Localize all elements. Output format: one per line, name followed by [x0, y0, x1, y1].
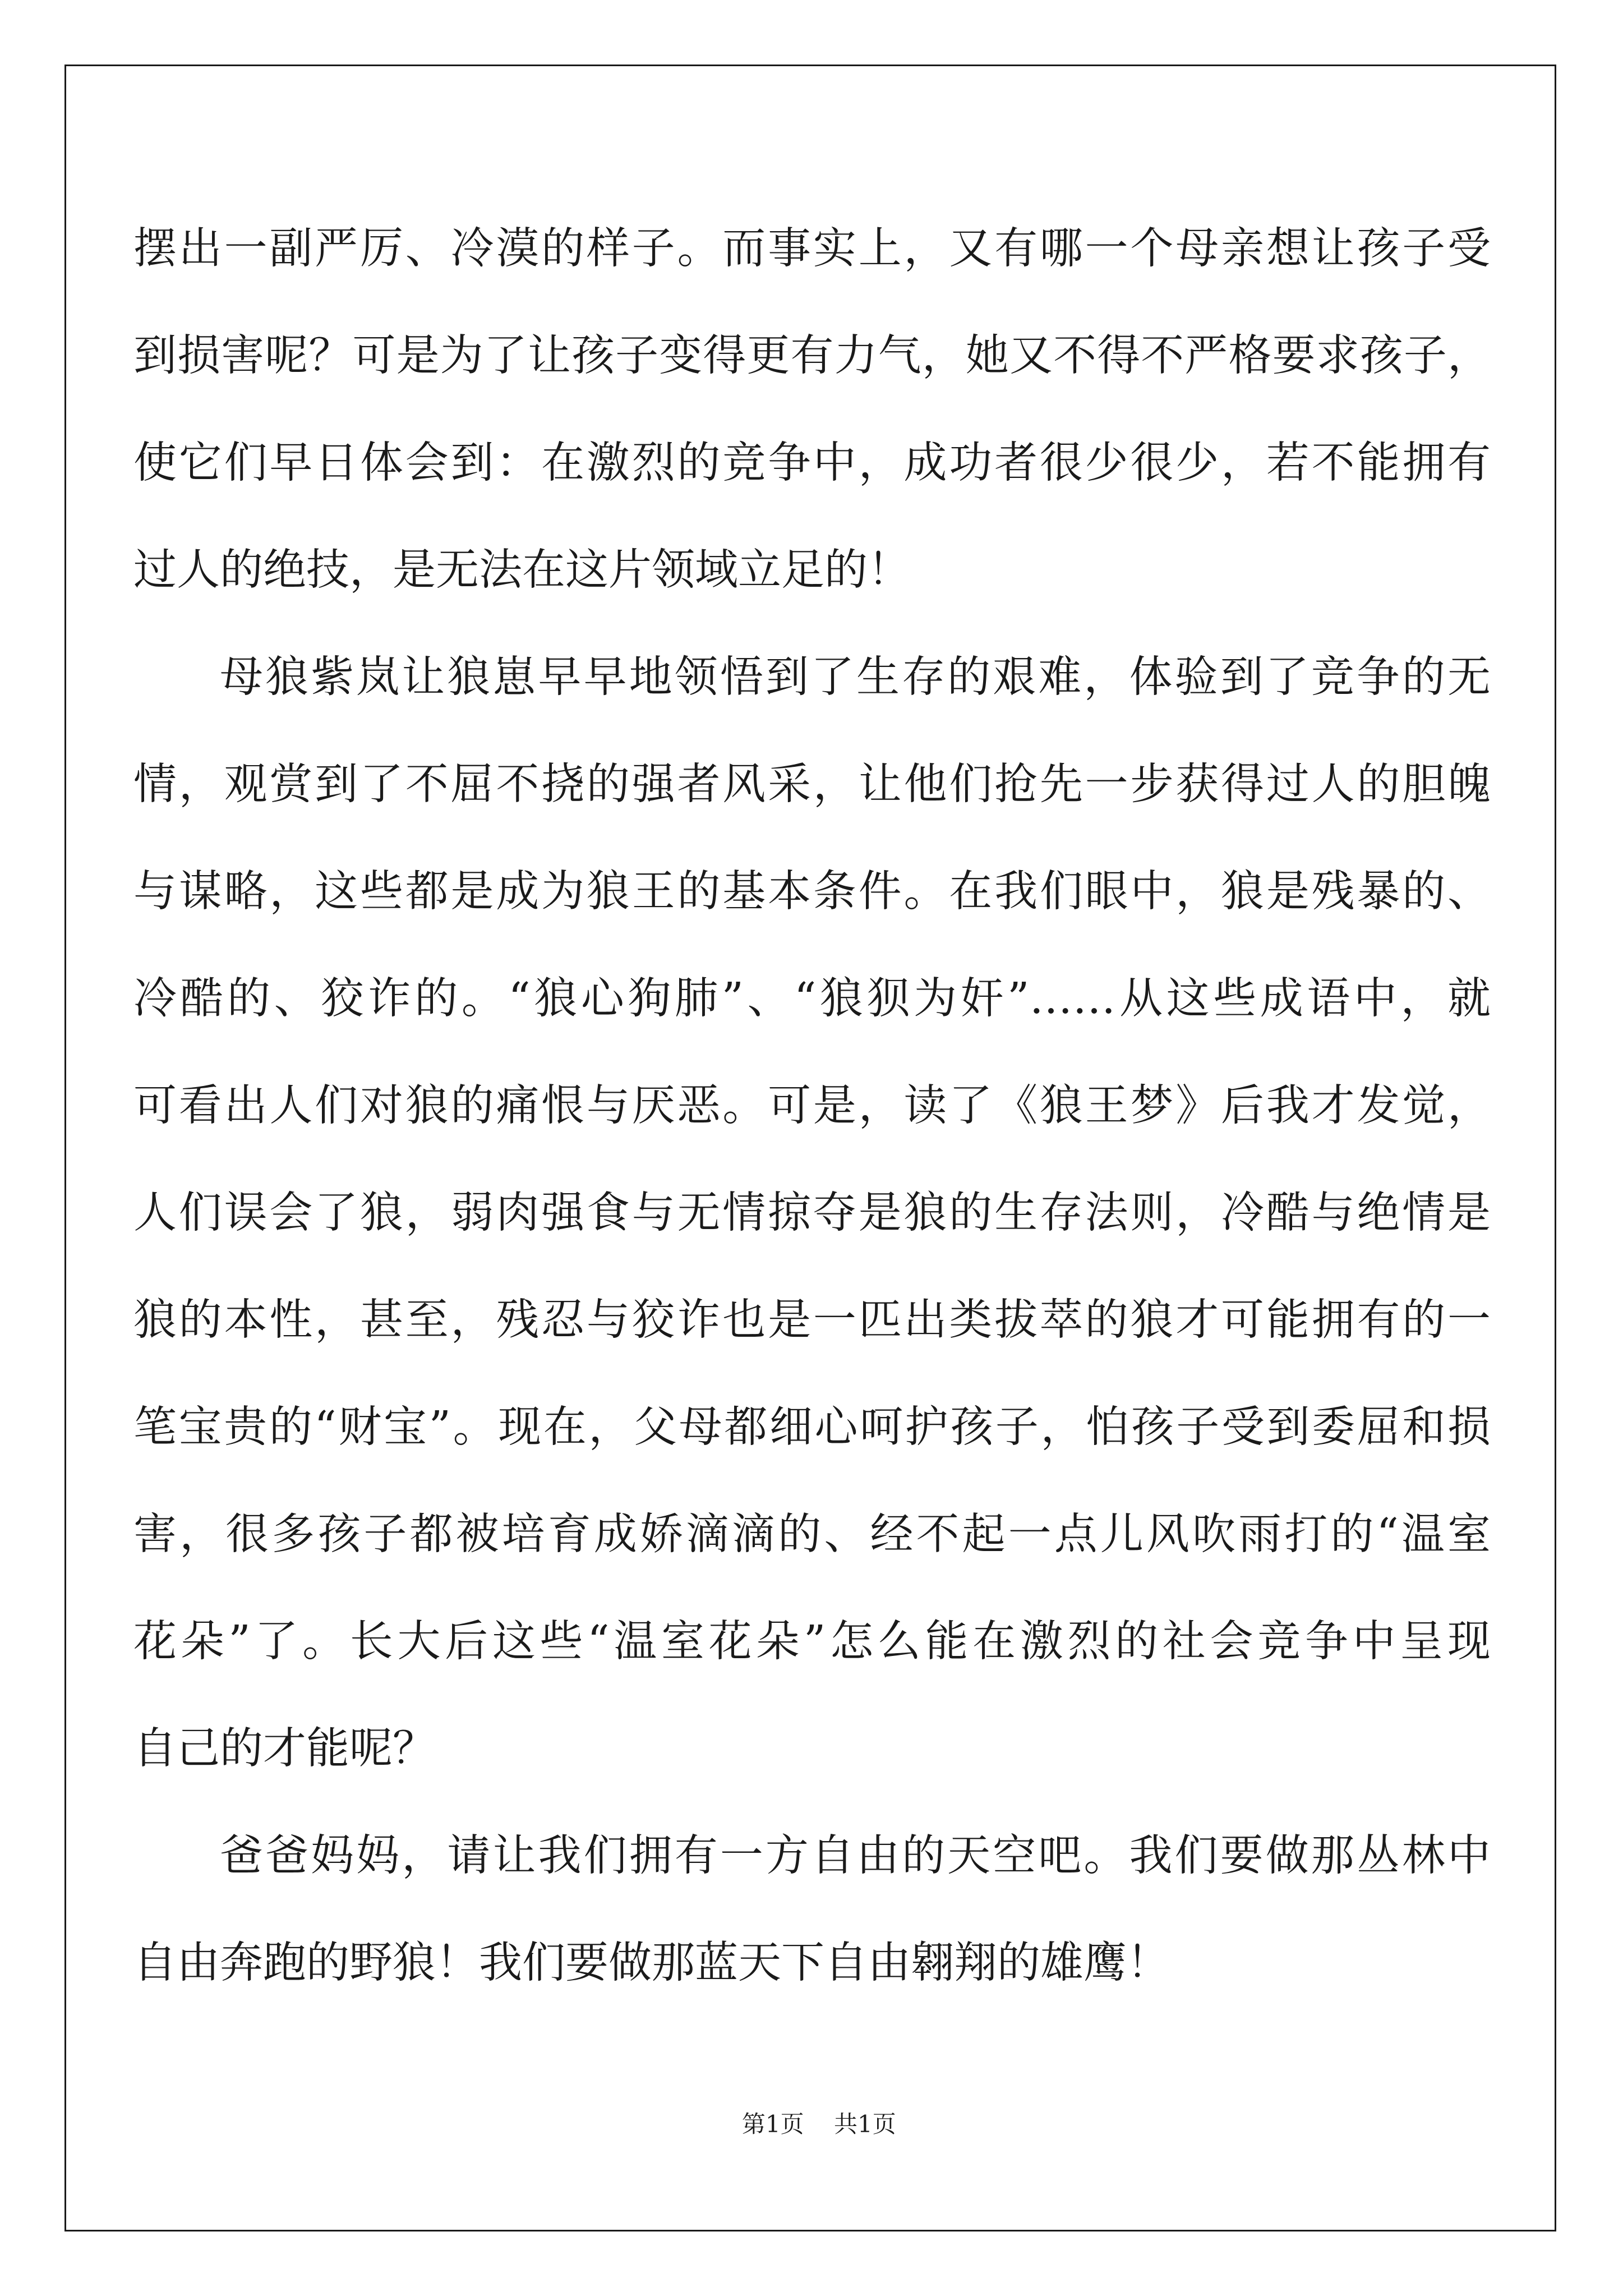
page-footer — [0, 2078, 1623, 2139]
text-line: 狼的本性，甚至，残忍与狡诈也是一匹出类拔萃的狼才可能拥有的一 — [133, 1295, 1491, 1345]
text-line: 母狼紫岚让狼崽早早地领悟到了生存的艰难，体验到了竞争的无 — [220, 652, 1491, 702]
paragraph-2 — [133, 624, 1491, 1802]
text-line: 使它们早日体会到：在激烈的竞争中，成功者很少很少，若不能拥有 — [133, 438, 1491, 488]
text-line: 与谋略，这些都是成为狼王的基本条件。在我们眼中，狼是残暴的、 — [133, 867, 1491, 917]
text-line: 自由奔跑的野狼！我们要做那蓝天下自由翱翔的雄鹰！ — [133, 1938, 1170, 1988]
text-line: 冷酷的、狡诈的。“狼心狗肺”、“狼狈为奸”……从这些成语中，就 — [133, 974, 1491, 1024]
paragraph-1 — [133, 195, 1491, 624]
text-line: 笔宝贵的“财宝”。现在，父母都细心呵护孩子，怕孩子受到委屈和损 — [133, 1402, 1491, 1452]
text-line: 害，很多孩子都被培育成娇滴滴的、经不起一点儿风吹雨打的“温室 — [133, 1510, 1491, 1559]
text-line: 摆出一副严厉、冷漠的样子。而事实上，又有哪一个母亲想让孩子受 — [133, 224, 1491, 274]
text-line: 到损害呢？可是为了让孩子变得更有力气，她又不得不严格要求孩子， — [133, 331, 1491, 381]
text-line: 可看出人们对狼的痛恨与厌恶。可是，读了《狼王梦》后我才发觉， — [133, 1081, 1491, 1131]
text-line: 人们误会了狼，弱肉强食与无情掠夺是狼的生存法则，冷酷与绝情是 — [133, 1188, 1491, 1238]
page-number-label: 第1页 共1页 — [741, 2110, 896, 2138]
text-line: 爸爸妈妈，请让我们拥有一方自由的天空吧。我们要做那丛林中 — [220, 1831, 1491, 1881]
text-line: 过人的绝技，是无法在这片领域立足的！ — [133, 545, 911, 595]
text-line: 自己的才能呢？ — [133, 1724, 436, 1774]
text-line: 花朵”了。长大后这些“温室花朵”怎么能在激烈的社会竞争中呈现 — [133, 1617, 1491, 1667]
text-line: 情，观赏到了不屈不挠的强者风采，让他们抢先一步获得过人的胆魄 — [133, 760, 1491, 809]
document-body — [133, 195, 1491, 2017]
paragraph-3 — [133, 1802, 1491, 2017]
